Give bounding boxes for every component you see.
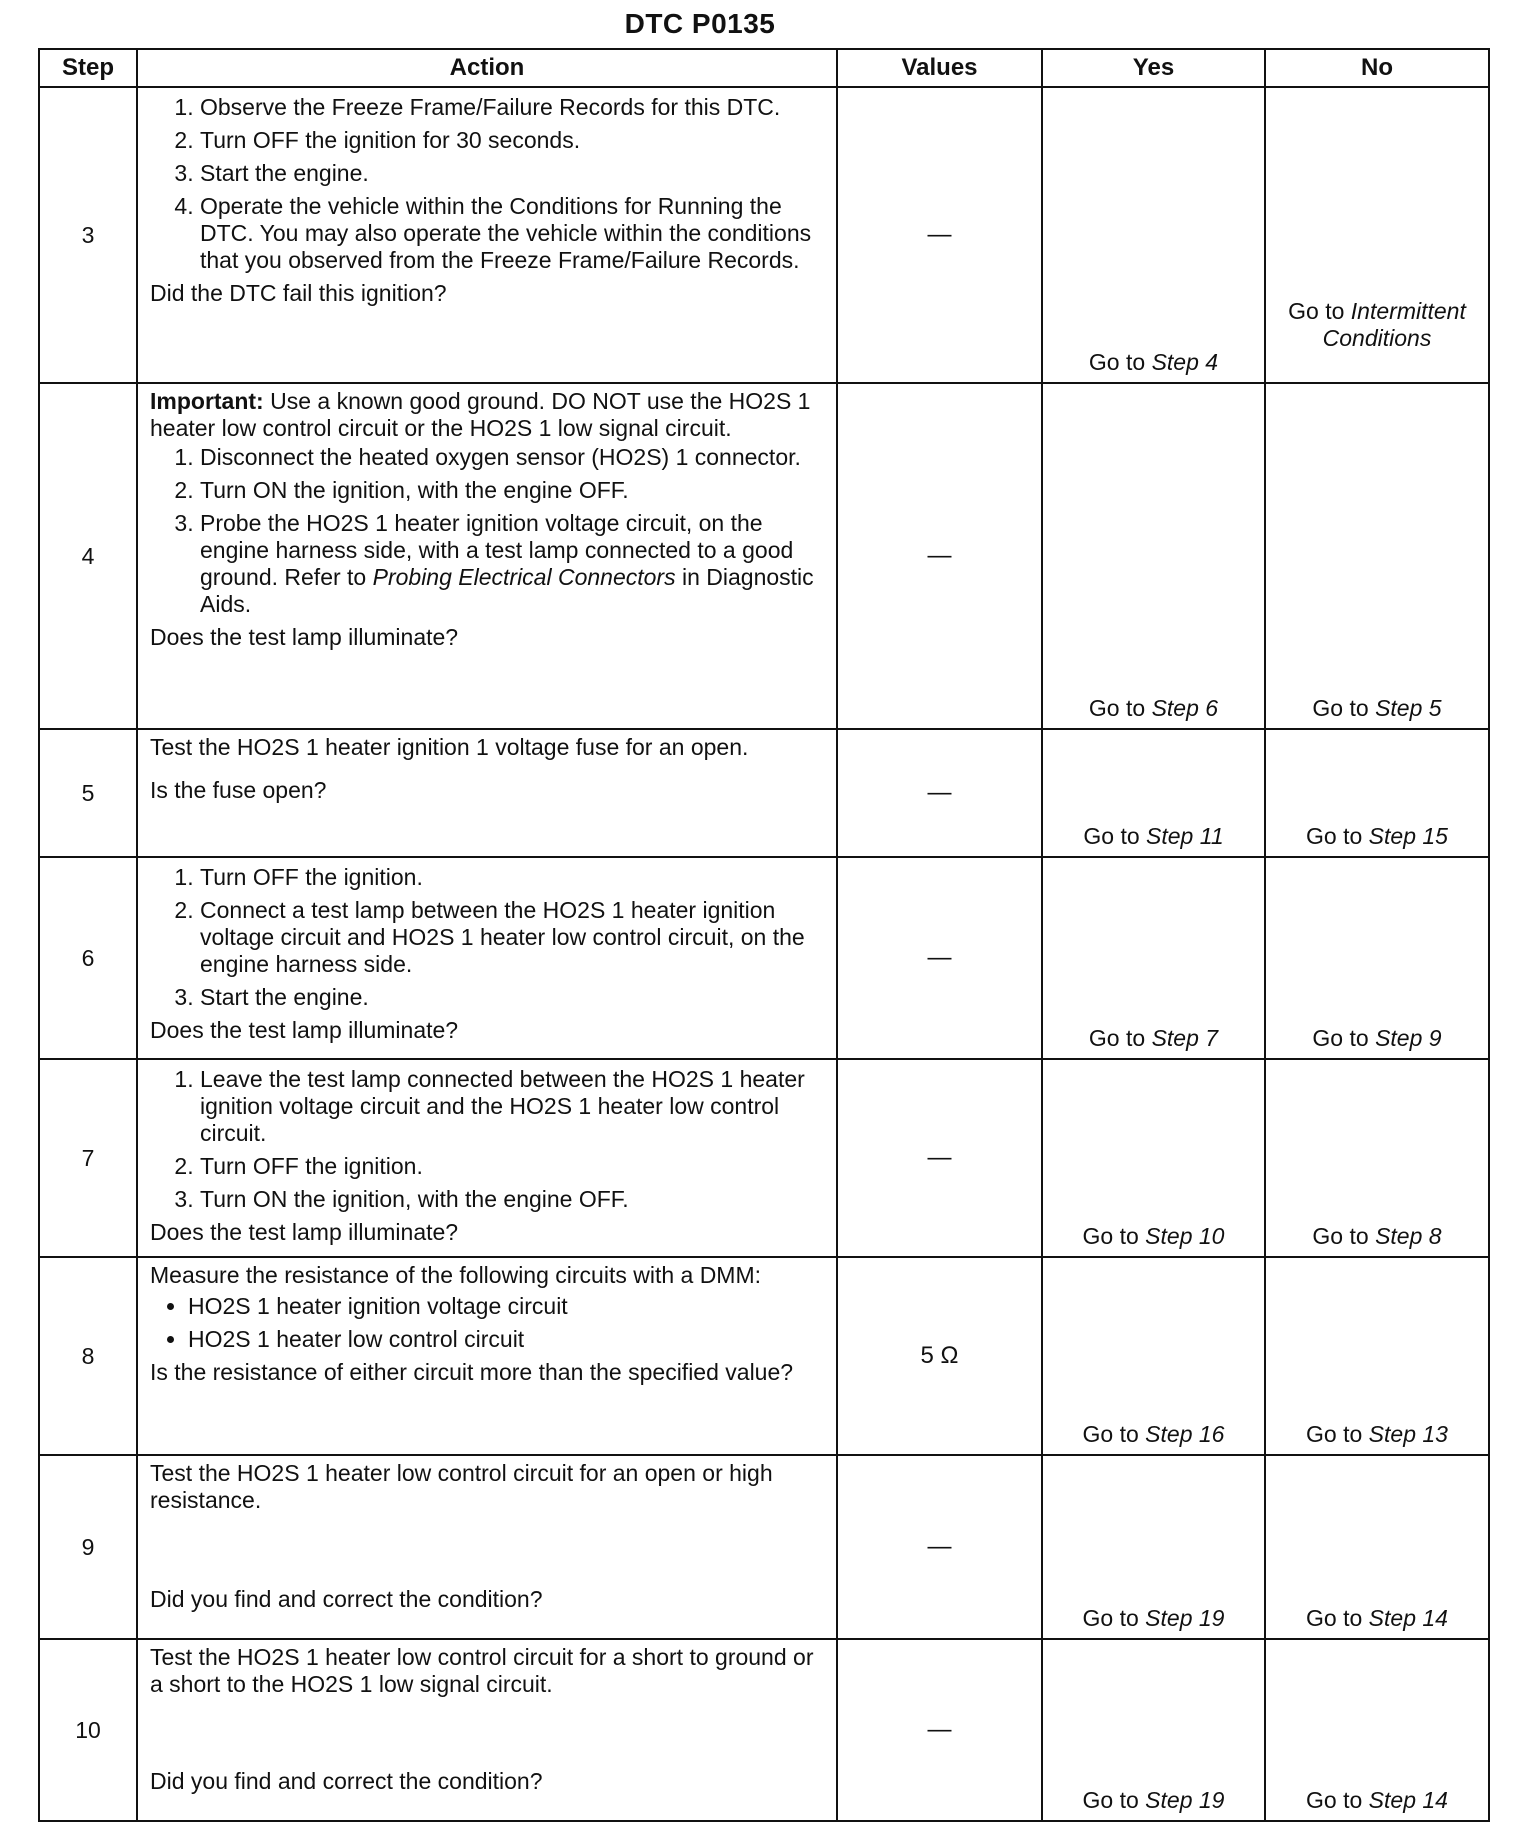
table-row — [39, 1639, 1489, 1821]
goto-prefix: Go to — [1288, 298, 1345, 324]
value-cell: — — [837, 1639, 1042, 1821]
value-cell: — — [837, 729, 1042, 857]
action-step-tail: in Diagnostic Aids. — [200, 564, 814, 617]
goto-prefix: Go to — [1312, 1025, 1369, 1051]
step-number: 3 — [39, 87, 137, 383]
important-text: Use a known good ground. DO NOT use the HO2S 1 heater low control circuit or the HO2S 1 low signal circuit. — [150, 388, 811, 441]
goto-prefix: Go to — [1082, 1605, 1139, 1631]
value-cell: — — [837, 1455, 1042, 1639]
action-step: 1. Observe the Freeze Frame/Failure Records for this DTC. — [200, 94, 826, 121]
yes-cell — [1042, 1639, 1265, 1821]
header-row — [39, 49, 1489, 87]
goto-prefix: Go to — [1082, 1787, 1139, 1813]
value-cell: 5 Ω — [837, 1257, 1042, 1455]
action-question: Did the DTC fail this ignition? — [150, 280, 447, 306]
goto-step-link[interactable]: Step 5 — [1375, 695, 1442, 721]
action-step: 1. Disconnect the heated oxygen sensor (HO2S) 1 connector. — [200, 444, 826, 471]
goto-step-link[interactable]: Step 14 — [1368, 1605, 1448, 1631]
table-row — [39, 383, 1489, 729]
yes-cell — [1042, 1257, 1265, 1455]
goto-step-link[interactable]: Step 15 — [1368, 823, 1448, 849]
page-title: DTC P0135 — [624, 8, 776, 39]
important-note — [150, 388, 826, 442]
step-number: 9 — [39, 1455, 137, 1639]
action-cell — [137, 729, 837, 857]
no-cell — [1265, 857, 1489, 1059]
no-cell — [1265, 87, 1489, 383]
action-cell — [137, 1059, 837, 1257]
yes-cell — [1042, 1059, 1265, 1257]
goto-prefix: Go to — [1312, 1223, 1369, 1249]
action-step: 1. Turn OFF the ignition. — [200, 864, 826, 891]
action-cell — [137, 857, 837, 1059]
action-question: Is the resistance of either circuit more than the specified value? — [150, 1359, 794, 1385]
no-cell — [1265, 1257, 1489, 1455]
goto-step-link[interactable]: Step 9 — [1375, 1025, 1442, 1051]
goto-step-link[interactable]: Step 4 — [1151, 349, 1219, 375]
goto-step-link[interactable]: Step 19 — [1145, 1605, 1225, 1631]
goto-prefix: Go to — [1306, 823, 1363, 849]
action-question: Did you find and correct the condition? — [150, 1586, 543, 1612]
goto-intermittent-link[interactable]: Intermittent Conditions — [1322, 298, 1466, 351]
goto-step-link[interactable]: Step 8 — [1375, 1223, 1442, 1249]
action-text: Test the HO2S 1 heater low control circuit for a short to ground or a short to the HO2S 1 low signal circuit. — [150, 1644, 814, 1697]
list-item: • HO2S 1 heater low control circuit — [188, 1326, 826, 1353]
goto-prefix: Go to — [1306, 1421, 1363, 1447]
goto-step-link[interactable]: Step 7 — [1151, 1025, 1219, 1051]
goto-prefix: Go to — [1088, 349, 1146, 375]
goto-prefix: Go to — [1088, 695, 1146, 721]
action-step: 2. Connect a test lamp between the HO2S 1 heater ignition voltage circuit and HO2S 1 heater low control circuit, on the engine harness side. — [200, 897, 826, 978]
list-item: • HO2S 1 heater ignition voltage circuit — [188, 1293, 826, 1320]
no-cell — [1265, 729, 1489, 857]
probing-connectors-link[interactable]: Probing Electrical Connectors — [372, 564, 676, 590]
step-number: 6 — [39, 857, 137, 1059]
table-row — [39, 857, 1489, 1059]
action-text: Test the HO2S 1 heater low control circuit for an open or high resistance. — [150, 1460, 773, 1513]
action-step: 1. Leave the test lamp connected between the HO2S 1 heater ignition voltage circuit and the HO2S 1 heater low control circuit. — [200, 1066, 826, 1147]
header-step: Step — [39, 49, 137, 87]
table-row — [39, 1059, 1489, 1257]
action-step-text: Probe the HO2S 1 heater ignition voltage circuit, on the engine harness side, with a test lamp connected to a good ground. Refer to — [200, 510, 794, 590]
table-row — [39, 729, 1489, 857]
goto-prefix: Go to — [1312, 695, 1369, 721]
action-step — [200, 510, 826, 618]
header-values: Values — [837, 49, 1042, 87]
step-number: 7 — [39, 1059, 137, 1257]
action-question: Is the fuse open? — [150, 777, 327, 803]
important-label: Important: — [150, 388, 264, 414]
table-row — [39, 87, 1489, 383]
goto-step-link[interactable]: Step 16 — [1145, 1421, 1225, 1447]
action-cell — [137, 383, 837, 729]
action-cell — [137, 1639, 837, 1821]
step-number: 8 — [39, 1257, 137, 1455]
yes-cell — [1042, 857, 1265, 1059]
no-cell — [1265, 1455, 1489, 1639]
action-step: 3. Start the engine. — [200, 160, 826, 187]
action-steps — [150, 864, 826, 1011]
action-step: 2. Turn ON the ignition, with the engine OFF. — [200, 477, 826, 504]
action-step: 4. Operate the vehicle within the Conditions for Running the DTC. You may also operate the vehicle within the conditions that you observed from the Freeze Frame/Failure Records. — [200, 193, 826, 274]
table-row — [39, 1257, 1489, 1455]
goto-step-link[interactable]: Step 10 — [1145, 1223, 1225, 1249]
goto-prefix: Go to — [1088, 1025, 1146, 1051]
goto-step-link[interactable]: Step 19 — [1145, 1787, 1225, 1813]
goto-prefix: Go to — [1306, 1605, 1363, 1631]
yes-cell — [1042, 383, 1265, 729]
action-text: Test the HO2S 1 heater ignition 1 voltage fuse for an open. — [150, 734, 749, 760]
no-cell — [1265, 1059, 1489, 1257]
action-steps — [150, 444, 826, 618]
value-cell: — — [837, 1059, 1042, 1257]
goto-prefix: Go to — [1083, 823, 1140, 849]
value-cell: — — [837, 857, 1042, 1059]
header-no: No — [1265, 49, 1489, 87]
yes-cell — [1042, 87, 1265, 383]
action-step: 3. Turn ON the ignition, with the engine OFF. — [200, 1186, 826, 1213]
header-action: Action — [137, 49, 837, 87]
no-cell — [1265, 1639, 1489, 1821]
table-row — [39, 1455, 1489, 1639]
action-cell — [137, 1455, 837, 1639]
goto-step-link[interactable]: Step 14 — [1368, 1787, 1448, 1813]
action-question: Does the test lamp illuminate? — [150, 624, 459, 650]
circuit-list — [150, 1293, 826, 1353]
action-text: Measure the resistance of the following circuits with a DMM: — [150, 1262, 762, 1288]
step-number: 10 — [39, 1639, 137, 1821]
yes-cell — [1042, 1455, 1265, 1639]
goto-step-link[interactable]: Step 6 — [1151, 695, 1219, 721]
no-cell — [1265, 383, 1489, 729]
action-question: Does the test lamp illuminate? — [150, 1017, 459, 1043]
action-step: 2. Turn OFF the ignition for 30 seconds. — [200, 127, 826, 154]
action-step: 2. Turn OFF the ignition. — [200, 1153, 826, 1180]
value-cell: — — [837, 383, 1042, 729]
step-number: 5 — [39, 729, 137, 857]
goto-prefix: Go to — [1306, 1787, 1363, 1813]
goto-step-link[interactable]: Step 11 — [1146, 823, 1224, 849]
action-question: Does the test lamp illuminate? — [150, 1219, 459, 1245]
yes-cell — [1042, 729, 1265, 857]
goto-prefix: Go to — [1082, 1223, 1139, 1249]
value-cell: — — [837, 87, 1042, 383]
action-question: Did you find and correct the condition? — [150, 1768, 543, 1794]
header-yes: Yes — [1042, 49, 1265, 87]
goto-step-link[interactable]: Step 13 — [1368, 1421, 1448, 1447]
action-steps — [150, 94, 826, 274]
action-cell — [137, 87, 837, 383]
action-step: 3. Start the engine. — [200, 984, 826, 1011]
goto-prefix: Go to — [1082, 1421, 1139, 1447]
action-steps — [150, 1066, 826, 1213]
action-cell — [137, 1257, 837, 1455]
diagnostic-table — [38, 48, 1490, 1822]
step-number: 4 — [39, 383, 137, 729]
